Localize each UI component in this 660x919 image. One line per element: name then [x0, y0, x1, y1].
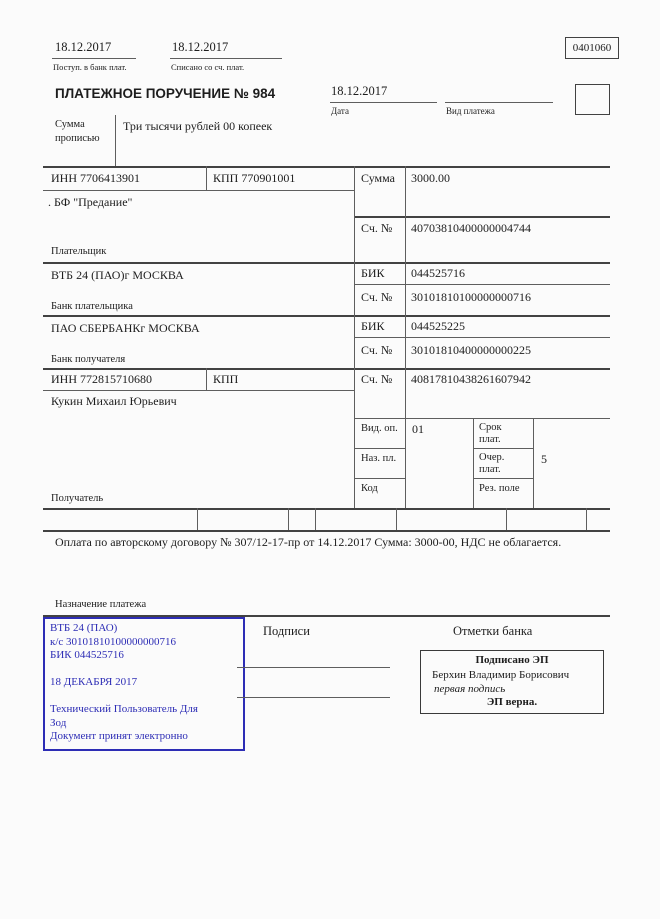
payer-account-value: 40703810400000004744	[411, 221, 531, 235]
payment-purpose-text: Оплата по авторскому договору № 307/12-17-пр от 14.12.2017 Сумма: 3000-00, НДС не облагается.	[55, 535, 562, 549]
debited-date: 18.12.2017	[172, 40, 229, 54]
date-label: Дата	[331, 106, 349, 116]
divider-line	[43, 262, 610, 264]
payment-kind-box	[575, 84, 610, 115]
signature-kind: первая подпись	[434, 683, 506, 695]
payee-name: Кукин Михаил Юрьевич	[51, 394, 177, 408]
divider-line	[43, 390, 354, 391]
payer-bank-bik-value: 044525716	[411, 266, 465, 280]
signature-line	[237, 697, 390, 698]
payer-bank-section-label: Банк плательщика	[51, 301, 133, 312]
divider-line	[354, 448, 405, 449]
electronic-signature-box	[420, 650, 604, 714]
debited-label: Списано со сч. плат.	[171, 62, 245, 72]
payee-bank-name: ПАО СБЕРБАНКг МОСКВА	[51, 321, 200, 335]
payer-inn: ИНН 7706413901	[51, 171, 140, 185]
stamp-line: Технический Пользователь Для	[50, 703, 198, 715]
divider-line	[473, 418, 474, 508]
divider-line	[354, 478, 405, 479]
divider-line	[396, 508, 397, 530]
stamp-line	[50, 663, 238, 677]
op-kind-label: Вид. оп.	[361, 423, 398, 434]
divider-line	[586, 508, 587, 530]
signatures-label: Подписи	[263, 624, 310, 638]
signature-line	[237, 667, 390, 668]
payment-purpose-label: Назначение платежа	[55, 599, 147, 610]
sum-label: Сумма	[361, 171, 395, 185]
payee-account-value: 40817810438261607942	[411, 372, 531, 386]
bank-stamp	[43, 617, 245, 751]
divider-line	[170, 58, 282, 59]
amount-words-label-1: Сумма	[55, 119, 85, 130]
divider-line	[445, 102, 553, 103]
payee-bank-section-label: Банк получателя	[51, 354, 126, 365]
order-label: Очер. плат.	[479, 452, 505, 475]
received-in-bank-date: 18.12.2017	[55, 40, 112, 54]
divider-line	[533, 418, 534, 508]
divider-line	[206, 368, 207, 390]
op-kind-value: 01	[412, 422, 424, 436]
divider-line	[288, 508, 289, 530]
divider-line	[206, 166, 207, 190]
payer-bank-bik-label: БИК	[361, 266, 385, 280]
divider-line	[115, 115, 116, 166]
stamp-line: 18 ДЕКАБРЯ 2017	[50, 676, 138, 688]
payer-bank-account-value: 30101810100000000716	[411, 290, 531, 304]
payee-bank-account-label: Сч. №	[361, 343, 393, 357]
divider-line	[43, 530, 610, 532]
sum-value: 3000.00	[411, 171, 450, 185]
payee-bank-account-value: 30101810400000000225	[411, 343, 531, 357]
document-date: 18.12.2017	[331, 84, 388, 98]
divider-line	[330, 102, 437, 103]
payment-kind-label: Вид платежа	[446, 106, 495, 116]
stamp-line: Зод	[50, 716, 67, 729]
divider-line	[43, 368, 610, 370]
divider-line	[43, 166, 610, 168]
divider-line	[197, 508, 198, 530]
payee-kpp: КПП	[213, 372, 239, 386]
bank-marks-label: Отметки банка	[453, 624, 533, 638]
payer-section-label: Плательщик	[51, 246, 107, 257]
payer-name: . БФ "Предание"	[48, 195, 133, 209]
payer-bank-name: ВТБ 24 (ПАО)г МОСКВА	[51, 268, 184, 282]
form-code: 0401060	[572, 42, 612, 54]
payer-kpp: КПП 770901001	[213, 171, 296, 185]
divider-line	[354, 337, 610, 338]
amount-words-label-2: прописью	[55, 133, 100, 144]
payer-bank-account-label: Сч. №	[361, 290, 393, 304]
stamp-line: БИК 044525716	[50, 649, 124, 661]
term-label: Срок плат.	[479, 422, 502, 445]
document-title: ПЛАТЕЖНОЕ ПОРУЧЕНИЕ № 984	[55, 86, 276, 101]
divider-line	[52, 58, 136, 59]
divider-line	[405, 166, 406, 508]
divider-line	[354, 418, 610, 419]
payee-bank-bik-value: 044525225	[411, 319, 465, 333]
divider-line	[43, 315, 610, 317]
divider-line	[43, 190, 354, 191]
purpose-code-label: Наз. пл.	[361, 453, 397, 464]
stamp-line: Документ принят электронно	[50, 730, 188, 742]
code-label: Код	[361, 483, 378, 494]
divider-line	[43, 508, 610, 510]
payer-account-label: Сч. №	[361, 221, 393, 235]
payment-order-table	[43, 166, 610, 530]
signed-ep-title: Подписано ЭП	[475, 654, 549, 666]
divider-line	[354, 166, 355, 508]
signer-name: Берхин Владимир Борисович	[432, 669, 570, 681]
payee-section-label: Получатель	[51, 493, 104, 504]
order-value: 5	[541, 452, 547, 466]
payee-account-label: Сч. №	[361, 372, 393, 386]
stamp-line: ВТБ 24 (ПАО)	[50, 622, 118, 634]
form-code-box	[565, 37, 619, 59]
divider-line	[354, 216, 610, 218]
payee-bank-bik-label: БИК	[361, 319, 385, 333]
divider-line	[473, 478, 533, 479]
divider-line	[506, 508, 507, 530]
received-in-bank-label: Поступ. в банк плат.	[53, 62, 127, 72]
stamp-line	[50, 690, 238, 704]
amount-in-words: Три тысячи рублей 00 копеек	[123, 119, 273, 133]
stamp-line: к/с 30101810100000000716	[50, 635, 177, 648]
ep-verified-text: ЭП верна.	[486, 696, 538, 708]
divider-line	[473, 448, 533, 449]
reserve-field-label: Рез. поле	[479, 483, 520, 494]
divider-line	[354, 284, 610, 285]
payee-inn: ИНН 772815710680	[51, 372, 152, 386]
divider-line	[315, 508, 316, 530]
